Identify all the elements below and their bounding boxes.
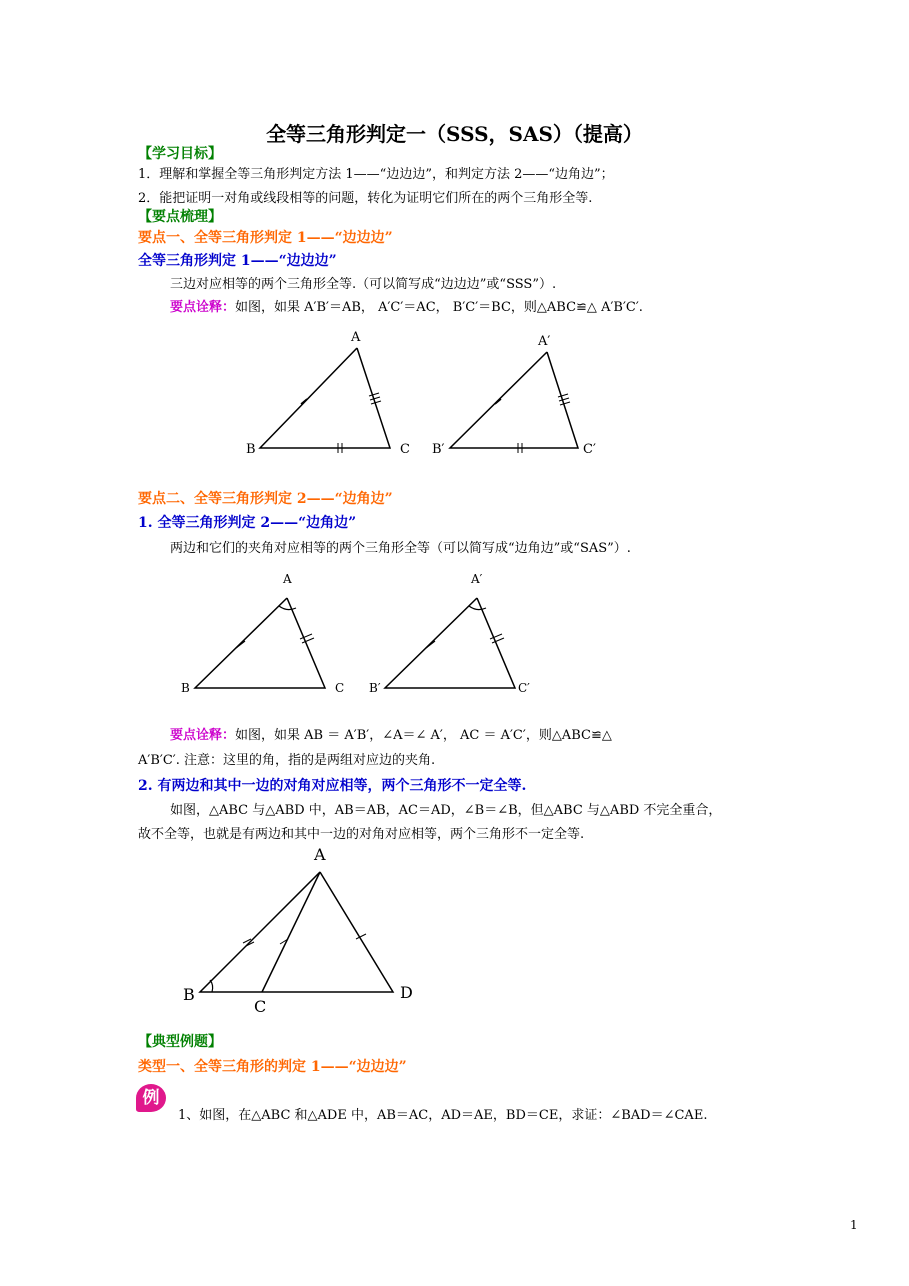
goal-1: 1．理解和掌握全等三角形判定方法 1——“边边边”，和判定方法 2——“边角边”； [138,167,614,182]
sss-figure [240,325,620,465]
point1-header: 要点一、全等三角形判定 1——“边边边” [138,230,393,246]
ssa-figure [180,842,425,1017]
sas-left-triangle [181,572,344,695]
type1-header: 类型一、全等三角形的判定 1——“边边边” [138,1059,407,1075]
point1-subheader: 全等三角形判定 1——“边边边” [138,253,337,269]
page-number: 1 [850,1218,858,1232]
label-a: A [314,845,326,864]
point2-note-line2: A′B′C′. 注意：这里的角，指的是两组对应边的夹角. [138,753,436,768]
sss-left-triangle [246,330,410,457]
point1-note [170,296,643,315]
point2-header: 要点二、全等三角形判定 2——“边角边” [138,491,393,507]
label-b: B [181,681,190,695]
label-b: B [183,985,195,1004]
label-c: C [335,681,345,695]
goals-header: 【学习目标】 [138,146,222,162]
example-badge: 例 [136,1084,166,1112]
point2-text: 两边和它们的夹角对应相等的两个三角形全等（可以简写成“边角边”或“SAS”）. [170,541,631,556]
note-label: 要点诠释： [170,728,236,743]
label-a: A [283,572,292,586]
label-b-prime: B′ [369,681,381,695]
label-a-prime: A′ [471,572,483,586]
page-title: 全等三角形判定一（SSS，SAS）（提高） [266,122,643,146]
note-text: 如图，如果 A′B′＝AB， A′C′＝AC， B′C′＝BC，则△ABC≌△ A′B′C′. [235,300,643,315]
label-a-prime: A′ [538,334,551,349]
point2-subheader: 1. 全等三角形判定 2——“边角边” [138,515,357,531]
examples-header: 【典型例题】 [138,1034,222,1050]
example1-text: 1、如图，在△ABC 和△ADE 中，AB＝AC，AD＝AE，BD＝CE，求证：∠BAD＝∠CAE. [178,1108,708,1123]
point2-text2-line1: 如图，△ABC 与△ABD 中，AB＝AB，AC＝AD，∠B＝∠B，但△ABC 与△ABD 不完全重合， [170,803,722,818]
label-c-prime: C′ [518,681,530,695]
label-b: B [246,442,256,457]
label-d: D [400,983,413,1002]
goal-2: 2．能把证明一对角或线段相等的问题，转化为证明它们所在的两个三角形全等. [138,191,593,206]
point2-note-line1 [170,724,612,743]
point2-text2-line2: 故不全等，也就是有两边和其中一边的对角对应相等，两个三角形不一定全等. [138,827,585,842]
label-c-prime: C′ [583,442,596,457]
sss-right-triangle [432,334,596,457]
label-b-prime: B′ [432,442,445,457]
note-text: 如图，如果 AB ＝ A′B′，∠A＝∠ A′， AC ＝ A′C′，则△ABC≌△ [235,728,612,743]
sas-right-triangle [369,572,530,695]
sas-figure [175,568,555,703]
point1-text: 三边对应相等的两个三角形全等.（可以简写成“边边边”或“SSS”）. [170,277,557,292]
label-c: C [400,442,410,457]
label-a: A [351,330,361,345]
points-header: 【要点梳理】 [138,209,222,225]
note-label: 要点诠释： [170,300,236,315]
point2-subheader-2: 2. 有两边和其中一边的对角对应相等，两个三角形不一定全等. [138,778,527,794]
label-c: C [254,997,267,1016]
